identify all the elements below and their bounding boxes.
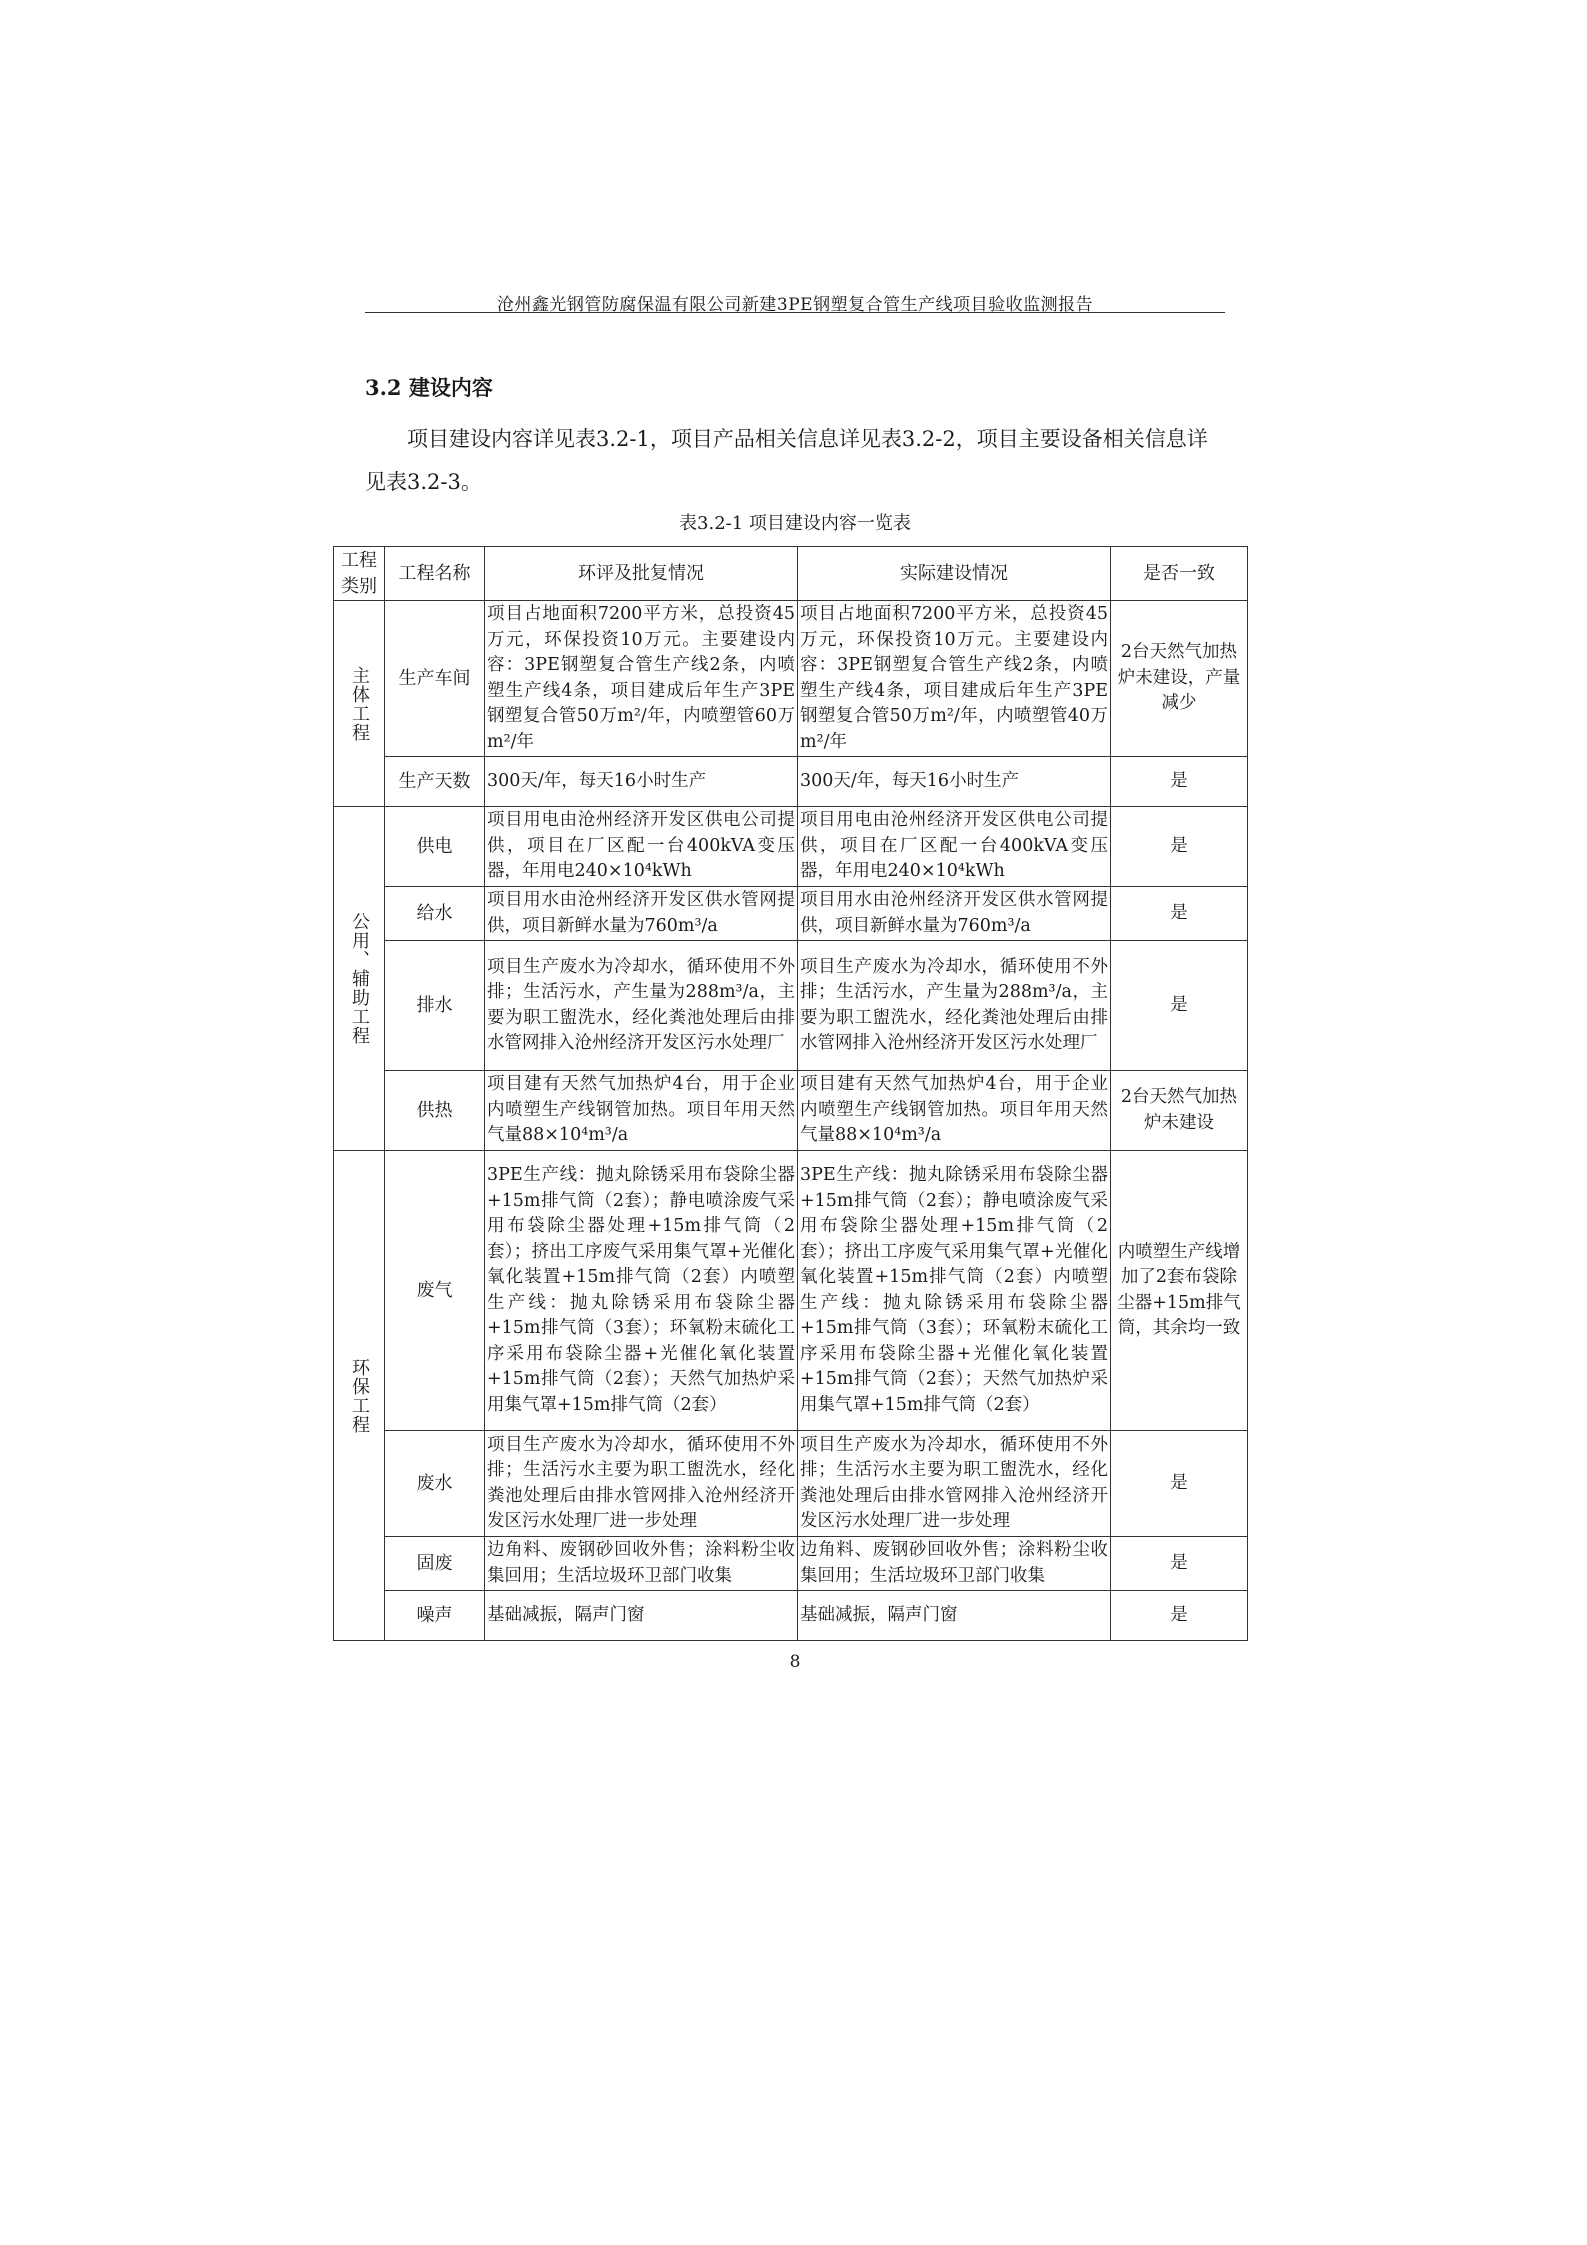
table-row (334, 1071, 1248, 1151)
header-consistent: 是否一致 (1111, 547, 1248, 601)
table-row (334, 757, 1248, 807)
header-name: 工程名称 (385, 547, 485, 601)
row-actual: 项目用电由沧州经济开发区供电公司提供，项目在厂区配一台400kVA变压器，年用电240×10⁴kWh (798, 807, 1111, 887)
row-consistent: 是 (1111, 807, 1248, 887)
table-row (334, 1151, 1248, 1431)
row-eia: 项目用电由沧州经济开发区供电公司提供，项目在厂区配一台400kVA变压器，年用电240×10⁴kWh (485, 807, 798, 887)
row-name: 废水 (385, 1431, 485, 1537)
row-actual: 基础减振，隔声门窗 (798, 1591, 1111, 1641)
table-row (334, 601, 1248, 757)
row-eia: 项目建有天然气加热炉4台，用于企业内喷塑生产线钢管加热。项目年用天然气量88×10⁴m³/a (485, 1071, 798, 1151)
row-eia: 300天/年，每天16小时生产 (485, 757, 798, 807)
report-header-title: 沧州鑫光钢管防腐保温有限公司新建3PE钢塑复合管生产线项目验收监测报告 (496, 295, 1094, 315)
table-row (334, 941, 1248, 1071)
row-name: 供热 (385, 1071, 485, 1151)
construction-content-table (333, 546, 1248, 1641)
table-row (334, 887, 1248, 941)
row-consistent: 是 (1111, 1537, 1248, 1591)
table-row (334, 1431, 1248, 1537)
intro-paragraph: 项目建设内容详见表3.2-1，项目产品相关信息详见表3.2-2，项目主要设备相关信息详见表3.2-3。 (365, 427, 1208, 494)
row-name: 生产天数 (385, 757, 485, 807)
row-consistent: 是 (1111, 757, 1248, 807)
header-divider (365, 312, 1225, 313)
row-eia: 项目生产废水为冷却水，循环使用不外排；生活污水，产生量为288m³/a，主要为职工盥洗水，经化粪池处理后由排水管网排入沧州经济开发区污水处理厂 (485, 941, 798, 1071)
row-name: 排水 (385, 941, 485, 1071)
row-name: 噪声 (385, 1591, 485, 1641)
row-actual: 项目用水由沧州经济开发区供水管网提供，项目新鲜水量为760m³/a (798, 887, 1111, 941)
row-name: 给水 (385, 887, 485, 941)
row-actual: 项目建有天然气加热炉4台，用于企业内喷塑生产线钢管加热。项目年用天然气量88×10⁴m³/a (798, 1071, 1111, 1151)
row-eia: 3PE生产线：抛丸除锈采用布袋除尘器+15m排气筒（2套）；静电喷涂废气采用布袋除尘器处理+15m排气筒（2套）；挤出工序废气采用集气罩+光催化氧化装置+15m排气筒（2套）内喷塑生产线：抛丸除锈采用布袋除尘器+15m排气筒（3套）；环氧粉末硫化工序采用布袋除尘器+光催化氧化装置+15m排气筒（2套）；天然气加热炉采用集气罩+15m排气筒（2套） (485, 1151, 798, 1431)
section-heading: 3.2 建设内容 (365, 375, 493, 400)
row-eia: 基础减振，隔声门窗 (485, 1591, 798, 1641)
row-actual: 边角料、废钢砂回收外售；涂料粉尘收集回用；生活垃圾环卫部门收集 (798, 1537, 1111, 1591)
row-actual: 项目占地面积7200平方米，总投资45万元，环保投资10万元。主要建设内容：3PE钢塑复合管生产线2条，内喷塑生产线4条，项目建成后年生产3PE钢塑复合管50万m²/年，内喷塑管40万m²/年 (798, 601, 1111, 757)
category-environmental: 环保工程 (334, 1151, 385, 1641)
row-name: 生产车间 (385, 601, 485, 757)
row-actual: 300天/年，每天16小时生产 (798, 757, 1111, 807)
row-consistent: 是 (1111, 941, 1248, 1071)
row-consistent: 内喷塑生产线增加了2套布袋除尘器+15m排气筒，其余均一致 (1111, 1151, 1248, 1431)
table-row (334, 1591, 1248, 1641)
header-actual: 实际建设情况 (798, 547, 1111, 601)
table-row (334, 807, 1248, 887)
row-name: 废气 (385, 1151, 485, 1431)
category-main: 主体工程 (334, 601, 385, 807)
category-utility: 公用、辅助工程 (334, 807, 385, 1151)
row-name: 供电 (385, 807, 485, 887)
row-actual: 3PE生产线：抛丸除锈采用布袋除尘器+15m排气筒（2套）；静电喷涂废气采用布袋除尘器处理+15m排气筒（2套）；挤出工序废气采用集气罩+光催化氧化装置+15m排气筒（2套）内喷塑生产线：抛丸除锈采用布袋除尘器+15m排气筒（3套）；环氧粉末硫化工序采用布袋除尘器+光催化氧化装置+15m排气筒（2套）；天然气加热炉采用集气罩+15m排气筒（2套） (798, 1151, 1111, 1431)
row-name: 固废 (385, 1537, 485, 1591)
row-consistent: 2台天然气加热炉未建设，产量减少 (1111, 601, 1248, 757)
row-consistent: 是 (1111, 1431, 1248, 1537)
page-number: 8 (789, 1652, 801, 1672)
row-eia: 项目生产废水为冷却水，循环使用不外排；生活污水主要为职工盥洗水，经化粪池处理后由排水管网排入沧州经济开发区污水处理厂进一步处理 (485, 1431, 798, 1537)
row-consistent: 2台天然气加热炉未建设 (1111, 1071, 1248, 1151)
row-eia: 边角料、废钢砂回收外售；涂料粉尘收集回用；生活垃圾环卫部门收集 (485, 1537, 798, 1591)
table-caption: 表3.2-1 项目建设内容一览表 (679, 513, 911, 534)
row-actual: 项目生产废水为冷却水，循环使用不外排；生活污水主要为职工盥洗水，经化粪池处理后由排水管网排入沧州经济开发区污水处理厂进一步处理 (798, 1431, 1111, 1537)
row-consistent: 是 (1111, 887, 1248, 941)
header-eia: 环评及批复情况 (485, 547, 798, 601)
row-eia: 项目占地面积7200平方米，总投资45万元，环保投资10万元。主要建设内容：3PE钢塑复合管生产线2条，内喷塑生产线4条，项目建成后年生产3PE钢塑复合管50万m²/年，内喷塑管60万m²/年 (485, 601, 798, 757)
row-consistent: 是 (1111, 1591, 1248, 1641)
table-header-row (334, 547, 1248, 601)
header-category: 工程类别 (334, 547, 385, 601)
row-actual: 项目生产废水为冷却水，循环使用不外排；生活污水，产生量为288m³/a，主要为职工盥洗水，经化粪池处理后由排水管网排入沧州经济开发区污水处理厂 (798, 941, 1111, 1071)
row-eia: 项目用水由沧州经济开发区供水管网提供，项目新鲜水量为760m³/a (485, 887, 798, 941)
table-row (334, 1537, 1248, 1591)
